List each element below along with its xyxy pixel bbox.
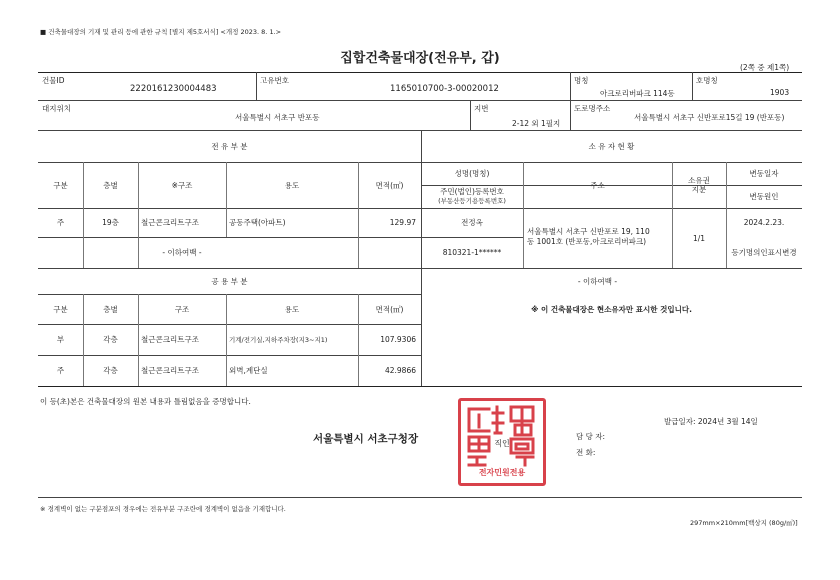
common-header-floor: 층별 [103,304,118,314]
common-row-division: 부 [56,335,65,344]
site-value: 서울특별시 서초구 반포동 [235,113,320,122]
common-row-floor: 각층 [103,366,118,375]
owner-blank-note: - 이하여백 - [577,276,618,286]
official-seal-stamp [458,398,546,486]
common-header-area: 면적(㎡) [375,304,404,314]
common-row-structure: 철근콘크리트구조 [141,335,199,344]
exclusive-division: 주 [56,218,65,227]
owner-header-id-line1: 주민(법인)등록번호 [440,187,504,196]
owner-header-name: 성명(명칭) [454,169,490,178]
exclusive-header-structure: ※구조 [171,180,193,190]
exclusive-blank-note: - 이하여백 - [162,248,202,257]
unique-no-label: 고유번호 [260,76,289,85]
owner-header-share-line1: 소유권 [688,176,710,185]
site-label: 대지위치 [42,104,71,113]
owner-id: 810321-1****** [442,248,502,257]
common-row-division: 주 [56,366,65,375]
owner-header-change-reason: 변동원인 [749,192,779,201]
issuing-office: 서울특별시 서초구청장 [313,433,419,445]
owner-header-change-date: 변동일자 [749,169,779,178]
name-value: 아크로리버파크 114동 [600,89,675,98]
lot-value: 2-12 외 1필지 [512,119,561,128]
owner-notice: ※ 이 건축물대장은 현소유자만 표시한 것입니다. [531,304,692,314]
page-info: (2쪽 중 제1쪽) [740,63,790,72]
common-row-area: 107.9306 [380,335,416,344]
common-row-structure: 철근콘크리트구조 [141,366,199,375]
common-section-title: 공 용 부 분 [211,276,248,286]
common-row-floor: 각층 [103,335,118,344]
exclusive-header-division: 구분 [53,180,68,190]
phone-label: 전 화: [576,448,596,457]
stamp-label: 직인 [494,439,510,448]
regulation-note: ■ 건축물대장의 기재 및 관리 등에 관한 규칙 [별지 제5호서식] <개정 2023. 8. 1.> [40,28,282,36]
owner-section-title: 소 유 자 현 황 [588,141,635,151]
common-header-use: 용도 [284,304,300,314]
building-id-label: 건물ID [42,76,65,85]
exclusive-area: 129.97 [389,218,416,227]
road-address-value: 서울특별시 서초구 신반포로15길 19 (반포동) [634,113,785,122]
lot-label: 지번 [474,104,489,113]
exclusive-header-use: 용도 [284,180,300,190]
owner-header-id-line2: (부동산등기용등록번호) [438,197,506,205]
exclusive-header-floor: 층별 [103,180,118,190]
owner-header-share-line2: 지분 [691,185,707,194]
exclusive-section-title: 전 유 부 분 [211,141,248,151]
exclusive-header-area: 면적(㎡) [375,180,404,190]
owner-change-date: 2024.2.23. [743,218,785,227]
owner-name: 전정옥 [461,218,483,227]
road-address-label: 도로명주소 [574,104,611,113]
document-title: 집합건축물대장(전유부, 갑) [340,51,500,66]
certification-text: 이 등(초)본은 건축물대장의 원본 내용과 틀림없음을 증명합니다. [40,397,251,406]
owner-address-line2: 동 1001호 (반포동,아크로리버파크) [527,237,647,246]
issue-date: 발급일자: 2024년 3월 14일 [664,417,758,426]
common-header-structure: 구조 [174,304,190,314]
common-row-use: 기계/전기실,지하주차장(지3~지1) [229,336,328,344]
officer-label: 담 당 자: [576,432,606,441]
common-header-division: 구분 [53,304,68,314]
seal-text: 전자민원전용 [478,468,526,477]
common-row-use: 외벽,계단실 [229,366,268,375]
owner-header-address: 주소 [590,180,605,190]
common-row-area: 42.9866 [384,366,416,375]
footnote: ※ 경계벽이 없는 구분점포의 경우에는 전유부분 구조란에 경계벽이 없음을 기재합니다. [40,505,286,513]
exclusive-structure: 철근콘크리트구조 [141,218,199,227]
paper-spec: 297mm×210mm[백상지 (80g/㎡)] [690,519,798,527]
owner-address-line1: 서울특별시 서초구 신반포로 19, 110 [527,227,650,236]
exclusive-floor: 19층 [102,218,119,227]
unique-no-value: 1165010700-3-00020012 [390,84,499,94]
owner-share: 1/1 [692,233,706,243]
building-id-value: 2220161230004483 [130,84,217,94]
unit-label: 호명칭 [696,76,718,85]
owner-change-reason: 등기명의인표시변경 [731,248,797,257]
name-label: 명칭 [574,76,589,85]
unit-value: 1903 [770,88,790,97]
exclusive-use: 공동주택(아파트) [229,218,286,227]
